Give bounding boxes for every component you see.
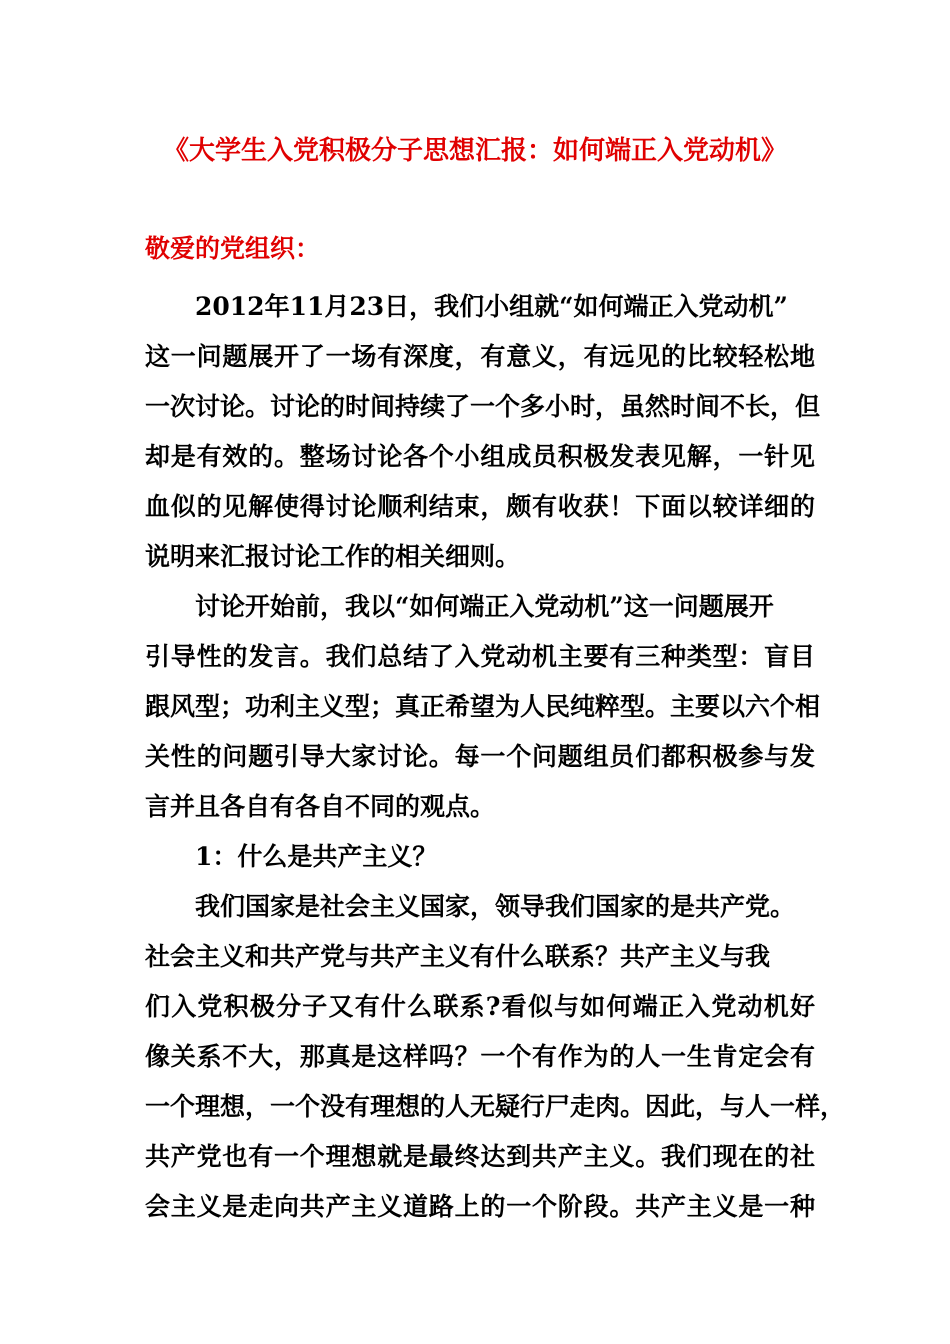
paragraph-line: 们入党积极分子又有什么联系?看似与如何端正入党动机好 [145,992,815,1021]
paragraph-line: 像关系不大，那真是这样吗？一个有作为的人一生肯定会有 [145,1042,815,1071]
paragraph-line: 社会主义和共产党与共产主义有什么联系？共产主义与我 [145,942,771,971]
paragraph-line: 讨论开始前，我以“如何端正入党动机”这一问题展开 [195,592,774,621]
paragraph-line: 2012年11月23日，我们小组就“如何端正入党动机” [195,292,788,321]
paragraph-line: 关性的问题引导大家讨论。每一个问题组员们都积极参与发 [145,742,815,771]
paragraph-line: 一个理想，一个没有理想的人无疑行尸走肉。因此，与人一样， [145,1092,846,1121]
paragraph-line: 我们国家是社会主义国家，领导我们国家的是共产党。 [195,892,796,921]
paragraph-line: 一次讨论。讨论的时间持续了一个多小时，虽然时间不长，但 [145,392,821,421]
paragraph-line: 会主义是走向共产主义道路上的一个阶段。共产主义是一种 [145,1192,815,1221]
paragraph-line: 共产党也有一个理想就是最终达到共产主义。我们现在的社 [145,1142,815,1171]
section-heading: 1：什么是共产主义？ [195,842,438,871]
salutation: 敬爱的党组织： [145,234,321,263]
paragraph-line: 血似的见解使得讨论顺利结束，颇有收获！下面以较详细的 [145,492,815,521]
paragraph-line: 说明来汇报讨论工作的相关细则。 [145,542,521,571]
paragraph-line: 言并且各自有各自不同的观点。 [145,792,496,821]
paragraph-line: 引导性的发言。我们总结了入党动机主要有三种类型：盲目 [145,642,815,671]
paragraph-line: 跟风型；功利主义型；真正希望为人民纯粹型。主要以六个相 [145,692,821,721]
document-title: 《大学生入党积极分子思想汇报：如何端正入党动机》 [162,136,787,166]
paragraph-line: 这一问题展开了一场有深度，有意义，有远见的比较轻松地 [145,342,815,371]
document-body [145,282,846,1232]
paragraph-line: 却是有效的。整场讨论各个小组成员积极发表见解，一针见 [145,442,815,471]
